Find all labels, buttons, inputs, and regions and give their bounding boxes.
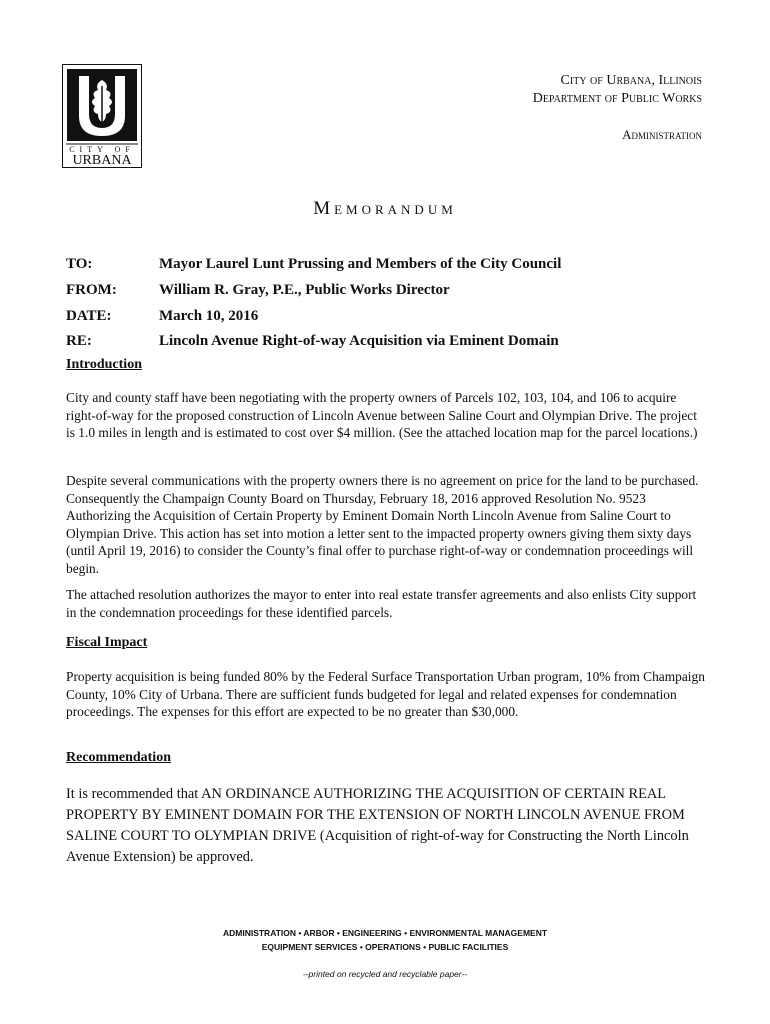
logo-text-top: CITY OF	[69, 145, 135, 154]
introduction-paragraph-1: City and county staff have been negotiating with the property owners of Parcels 102, 103, 104, and 106 to acquire right-of-way for the proposed construction of Lincoln Avenue between Saline Court and Olympian Drive. The project is 1.0 miles in length and is estimated to cost over $4 million. (See the attached location map for the parcel locations.)	[66, 390, 698, 441]
re-label: RE:	[66, 333, 92, 349]
department-name: Department of Public Works	[532, 91, 702, 106]
footer-divisions-line-1: ADMINISTRATION • ARBOR • ENGINEERING • ENVIRONMENTAL MANAGEMENT	[222, 928, 548, 938]
to-value: Mayor Laurel Lunt Prussing and Members of the City Council	[159, 256, 562, 272]
re-value: Lincoln Avenue Right-of-way Acquisition via Eminent Domain	[159, 333, 559, 349]
date-label: DATE:	[66, 308, 112, 324]
date-value: March 10, 2016	[159, 308, 259, 324]
org-header	[533, 72, 702, 144]
city-name: City of Urbana, Illinois	[560, 73, 702, 88]
introduction-paragraph-3: The attached resolution authorizes the mayor to enter into real estate transfer agreements and also enlists City support in the condemnation proceedings for these identified parcels.	[66, 587, 697, 620]
from-label: FROM:	[66, 282, 117, 298]
fiscal-impact-heading: Fiscal Impact	[66, 635, 148, 650]
introduction-heading: Introduction	[66, 357, 142, 372]
from-value: William R. Gray, P.E., Public Works Director	[159, 282, 450, 298]
recommendation-heading: Recommendation	[66, 750, 171, 765]
footer-recycled-note: --printed on recycled and recyclable paper--	[302, 969, 468, 979]
memo-title: Memorandum	[313, 198, 457, 219]
to-label: TO:	[66, 256, 93, 272]
fiscal-impact-paragraph: Property acquisition is being funded 80% by the Federal Surface Transportation Urban program, 10% from Champaign County, 10% City of Urbana. There are sufficient funds budgeted for legal and related expenses for condemnation proceedings. The expenses for this effort are expected to be no greater than $30,000.	[66, 669, 705, 720]
oak-leaf-icon	[62, 64, 142, 168]
logo-text-bottom: URBANA	[72, 153, 132, 168]
recommendation-paragraph: It is recommended that AN ORDINANCE AUTHORIZING THE ACQUISITION OF CERTAIN REAL PROPERTY BY EMINENT DOMAIN FOR THE EXTENSION OF NORTH LINCOLN AVENUE FROM SALINE COURT TO OLYMPIAN DRIVE (Acquisition of right-of-way for Constructing the North Lincoln Avenue Extension) be approved.	[66, 786, 689, 865]
city-logo	[62, 64, 142, 168]
footer-divisions-line-2: EQUIPMENT SERVICES • OPERATIONS • PUBLIC FACILITIES	[261, 942, 509, 952]
division-name: Administration	[622, 127, 702, 142]
introduction-paragraph-2: Despite several communications with the property owners there is no agreement on price for the land to be purchased. Consequently the Champaign County Board on Thursday, February 18, 2016 approved Resolution No. 9523 Authorizing the Acquisition of Certain Property by Eminent Domain North Lincoln Avenue from Saline Court to Olympian Drive. This action has set into motion a letter sent to the impacted property owners giving them sixty days (until April 19, 2016) to consider the County’s final offer to purchase right-of-way or condemnation proceedings will begin.	[66, 473, 699, 576]
